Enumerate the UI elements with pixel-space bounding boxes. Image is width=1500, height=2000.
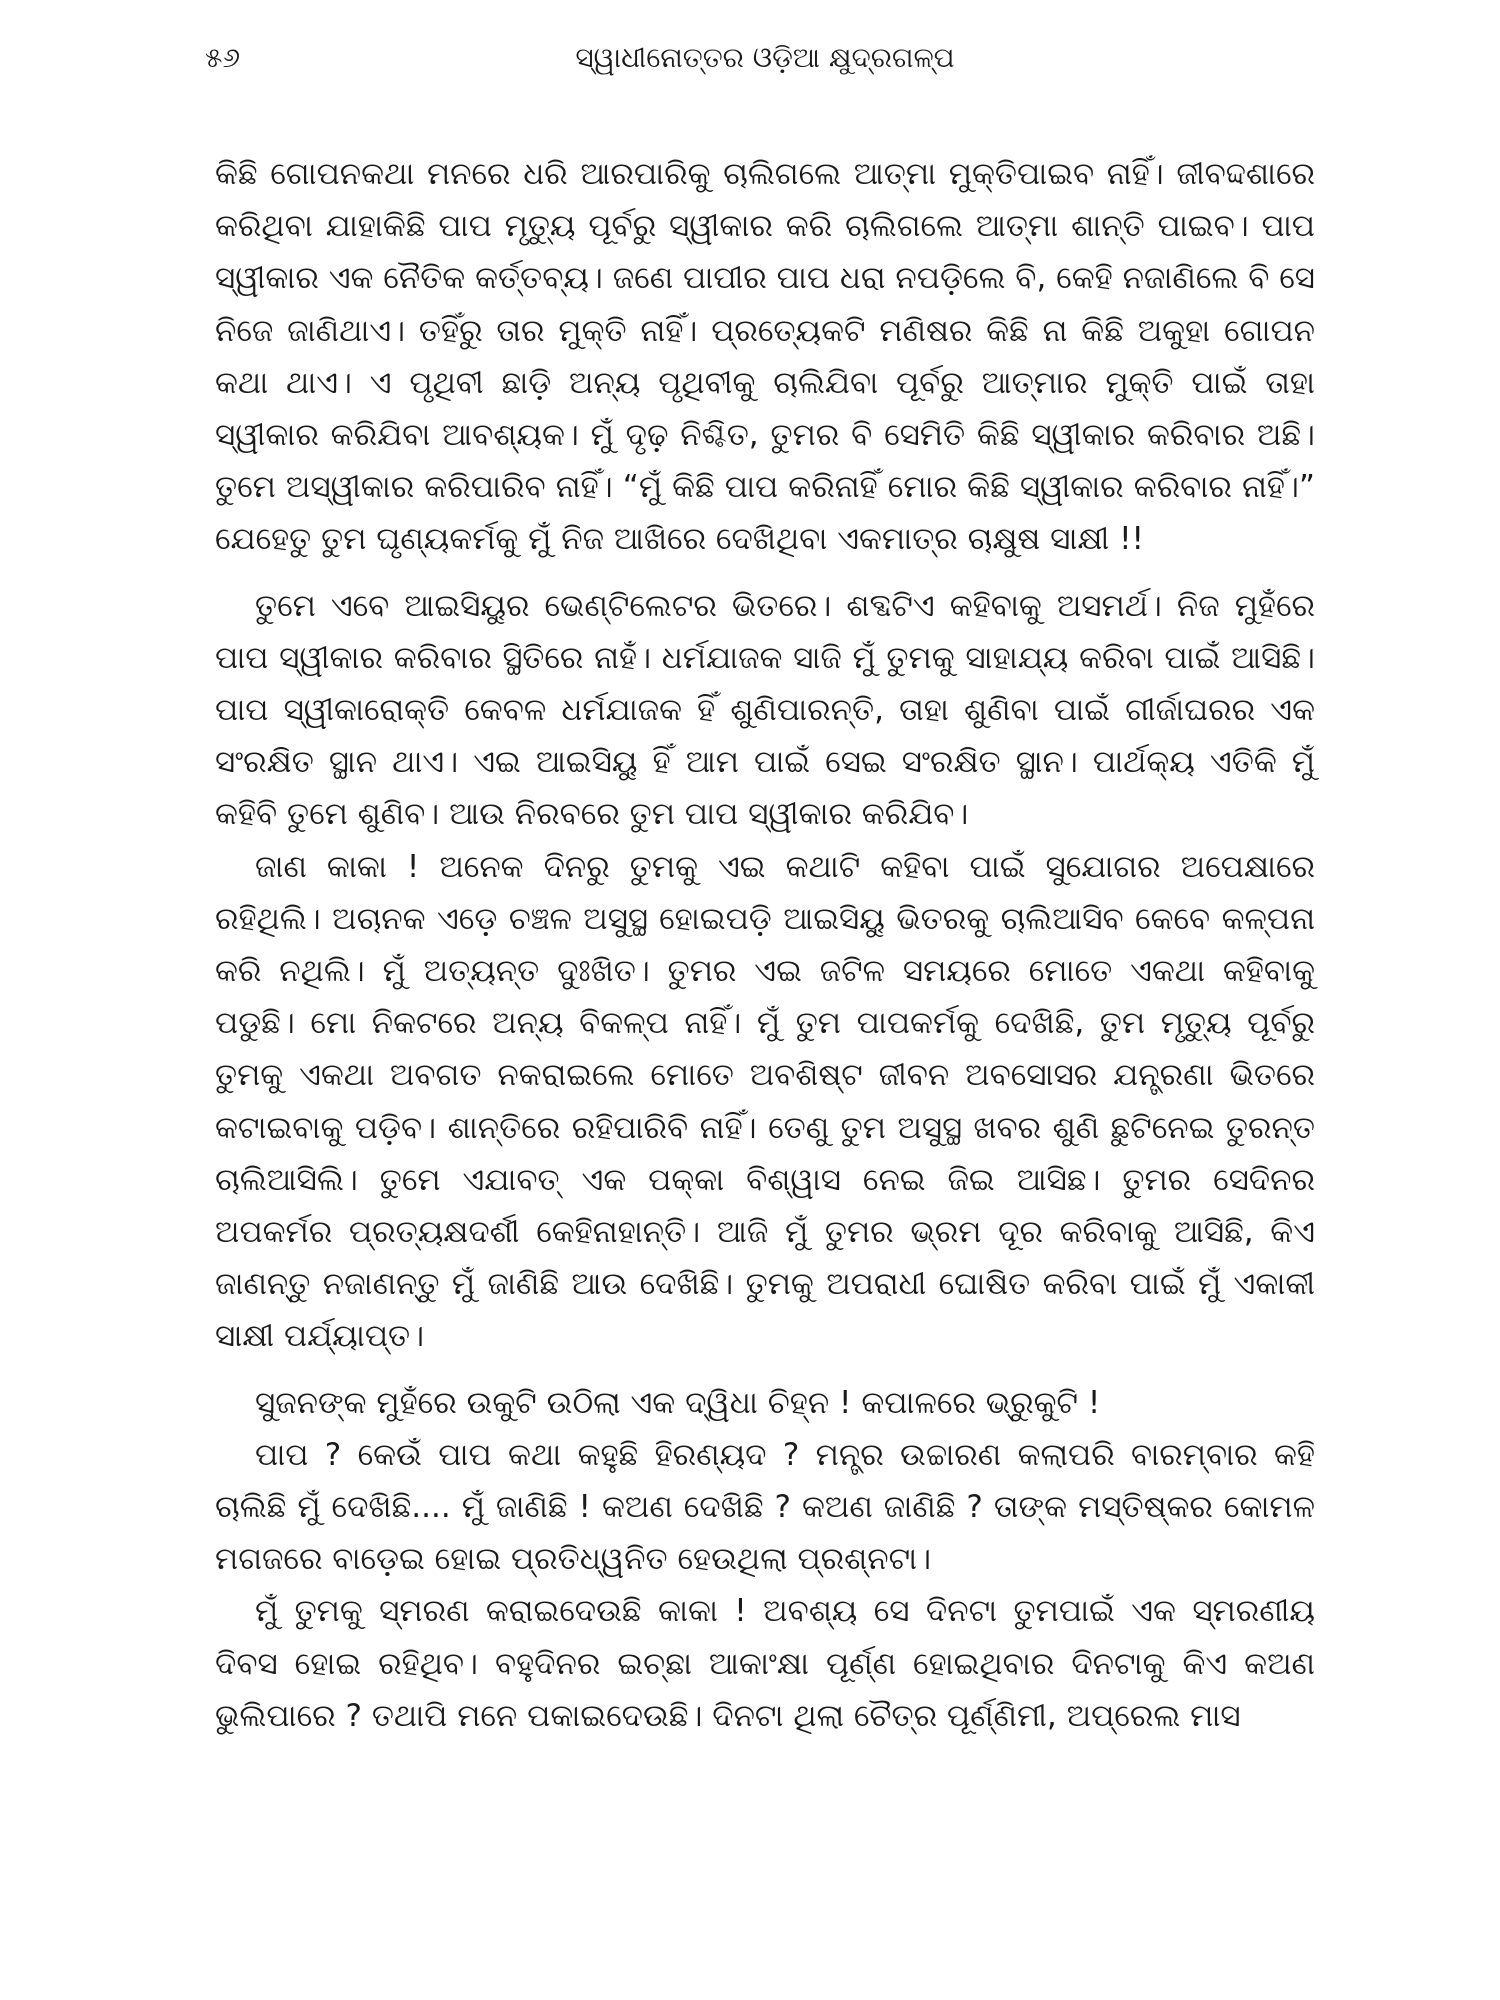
paragraph-4: ସୁଜନଙ୍କ ମୁହଁରେ ଉକୁଟି ଉଠିଲା ଏକ ଦ୍ୱିଧା ଚିହ୍ନ ! କପାଳରେ ଭ୍ରୁକୁଟି ! <box>255 1384 1101 1421</box>
page-header <box>205 38 1325 88</box>
paragraph-2: ତୁମେ ଏବେ ଆଇସିୟୁର ଭେଣ୍ଟିଲେଟର ଭିତରେ। ଶବ୍ଦଟିଏ କହିବାକୁ ଅସମର୍ଥ। ନିଜ ମୁହଁରେ ପାପ ସ୍ୱୀକାର କରିବାର ସ୍ଥିତିରେ ନାହଁ। ଧର୍ମଯାଜକ ସାଜି ମୁଁ ତୁମକୁ ସାହାଯ୍ୟ କରିବା ପାଇଁ ଆସିଛି। ପାପ ସ୍ୱୀକାରୋକ୍ତି କେବଳ ଧର୍ମଯାଜକ ହିଁ ଶୁଣିପାରନ୍ତି, ତାହା ଶୁଣିବା ପାଇଁ ଗୀର୍ଜାଘରର ଏକ ସଂରକ୍ଷିତ ସ୍ଥାନ ଥାଏ। ଏଇ ଆଇସିୟୁ ହିଁ ଆମ ପାଇଁ ସେଇ ସଂରକ୍ଷିତ ସ୍ଥାନ। ପାର୍ଥକ୍ୟ ଏତିକି ମୁଁ କହିବି ତୁମେ ଶୁଣିବ। ଆଉ ନିରବରେ ତୁମ ପାପ ସ୍ୱୀକାର କରିଯିବ। <box>215 587 1315 833</box>
running-title: ସ୍ୱାଧୀନୋତ୍ତର ଓଡ଼ିଆ କ୍ଷୁଦ୍ରଗଳ୍ପ <box>575 41 955 74</box>
paragraph-5: ପାପ ? କେଉଁ ପାପ କଥା କହୁଛି ହିରଣ୍ୟଦ ? ମନ୍ତ୍ର ଉଚ୍ଚାରଣ କଲାପରି ବାରମ୍ବାର କହି ଚାଲିଛି ମୁଁ ଦେଖିଛି.... ମୁଁ ଜାଣିଛି ! କଅଣ ଦେଖିଛି ? କଅଣ ଜାଣିଛି ? ତାଙ୍କ ମସ୍ତିଷ୍କର କୋମଳ ମଗଜରେ ବାଡ଼େଇ ହୋଇ ପ୍ରତିଧ୍ୱନିତ ହେଉଥିଲା ପ୍ରଶ୍ନଟା। <box>215 1436 1315 1578</box>
paragraph-1: କିଛି ଗୋପନକଥା ମନରେ ଧରି ଆରପାରିକୁ ଚାଲିଗଲେ ଆତ୍ମା ମୁକ୍ତିପାଇବ ନାହିଁ। ଜୀବଦ୍ଦଶାରେ କରିଥିବା ଯାହାକିଛି ପାପ ମୃତ୍ୟୁ ପୂର୍ବରୁ ସ୍ୱୀକାର କରି ଚାଲିଗଲେ ଆତ୍ମା ଶାନ୍ତି ପାଇବ। ପାପ ସ୍ୱୀକାର ଏକ ନୈତିକ କର୍ତ୍ତବ୍ୟ। ଜଣେ ପାପୀର ପାପ ଧରା ନପଡ଼ିଲେ ବି, କେହି ନଜାଣିଲେ ବି ସେ ନିଜେ ଜାଣିଥାଏ। ତହିଁରୁ ତାର ମୁକ୍ତି ନାହିଁ। ପ୍ରତ୍ୟେକଟି ମଣିଷର କିଛି ନା କିଛି ଅକୁହା ଗୋପନ କଥା ଥାଏ। ଏ ପୃଥିବୀ ଛାଡ଼ି ଅନ୍ୟ ପୃଥିବୀକୁ ଚାଲିଯିବା ପୂର୍ବରୁ ଆତ୍ମାର ମୁକ୍ତି ପାଇଁ ତାହା ସ୍ୱୀକାର କରିଯିବା ଆବଶ୍ୟକ। ମୁଁ ଦୃଢ଼ ନିଶ୍ଚିତ, ତୁମର ବି ସେମିତି କିଛି ସ୍ୱୀକାର କରିବାର ଅଛି। ତୁମେ ଅସ୍ୱୀକାର କରିପାରିବ ନାହିଁ। “ମୁଁ କିଛି ପାପ କରିନାହିଁ ମୋର କିଛି ସ୍ୱୀକାର କରିବାର ନାହିଁ।” ଯେହେତୁ ତୁମ ଘୃଣ୍ୟକର୍ମକୁ ମୁଁ ନିଜ ଆଖିରେ ଦେଖିଥିବା ଏକମାତ୍ର ଚାକ୍ଷୁଷ ସାକ୍ଷୀ !! <box>215 156 1315 558</box>
paragraph-6: ମୁଁ ତୁମକୁ ସ୍ମରଣ କରାଇଦେଉଛି କାକା ! ଅବଶ୍ୟ ସେ ଦିନଟା ତୁମପାଇଁ ଏକ ସ୍ମରଣୀୟ ଦିବସ ହୋଇ ରହିଥିବ। ବହୁଦିନର ଇଚ୍ଛା ଆକାଂକ୍ଷା ପୂର୍ଣ୍ଣ ହୋଇଥିବାର ଦିନଟାକୁ କିଏ କଅଣ ଭୁଲିପାରେ ? ତଥାପି ମନେ ପକାଇଦେଉଛି। ଦିନଟା ଥିଲା ଚୈତ୍ର ପୂର୍ଣ୍ଣିମୀ, ଅପ୍ରେଲ ମାସ <box>215 1593 1315 1734</box>
page-number: ୫୬ <box>205 41 241 74</box>
paragraph-3: ଜାଣ କାକା ! ଅନେକ ଦିନରୁ ତୁମକୁ ଏଇ କଥାଟି କହିବା ପାଇଁ ସୁଯୋଗର ଅପେକ୍ଷାରେ ରହିଥିଲି। ଅଚାନକ ଏଡ଼େ ଚଞ୍ଚଳ ଅସୁସ୍ଥ ହୋଇପଡ଼ି ଆଇସିୟୁ ଭିତରକୁ ଚାଲିଆସିବ କେବେ କଳ୍ପନା କରି ନଥିଲି। ମୁଁ ଅତ୍ୟନ୍ତ ଦୁଃଖିତ। ତୁମର ଏଇ ଜଟିଳ ସମୟରେ ମୋତେ ଏକଥା କହିବାକୁ ପଡୁଛି। ମୋ ନିକଟରେ ଅନ୍ୟ ବିକଳ୍ପ ନାହିଁ। ମୁଁ ତୁମ ପାପକର୍ମକୁ ଦେଖିଛି, ତୁମ ମୃତ୍ୟୁ ପୂର୍ବରୁ ତୁମକୁ ଏକଥା ଅବଗତ ନକରାଇଲେ ମୋତେ ଅବଶିଷ୍ଟ ଜୀବନ ଅବସୋସର ଯନ୍ତ୍ରଣା ଭିତରେ କଟାଇବାକୁ ପଡ଼ିବ। ଶାନ୍ତିରେ ରହିପାରିବି ନାହିଁ। ତେଣୁ ତୁମ ଅସୁସ୍ଥ ଖବର ଶୁଣି ଛୁଟିନେଇ ତୁରନ୍ତ ଚାଲିଆସିଲି। ତୁମେ ଏଯାବତ୍ ଏକ ପକ୍କା ବିଶ୍ୱାସ ନେଇ ଜିଇ ଆସିଛ। ତୁମର ସେଦିନର ଅପକର୍ମର ପ୍ରତ୍ୟକ୍ଷଦର୍ଶୀ କେହିନାହାନ୍ତି। ଆଜି ମୁଁ ତୁମର ଭ୍ରମ ଦୂର କରିବାକୁ ଆସିଛି, କିଏ ଜାଣନ୍ତୁ ନଜାଣନ୍ତୁ ମୁଁ ଜାଣିଛି ଆଉ ଦେଖିଛି। ତୁମକୁ ଅପରାଧୀ ଘୋଷିତ କରିବା ପାଇଁ ମୁଁ ଏକାକୀ ସାକ୍ଷୀ ପର୍ଯ୍ୟାପ୍ତ। <box>215 848 1315 1355</box>
story-text <box>215 148 1315 1742</box>
